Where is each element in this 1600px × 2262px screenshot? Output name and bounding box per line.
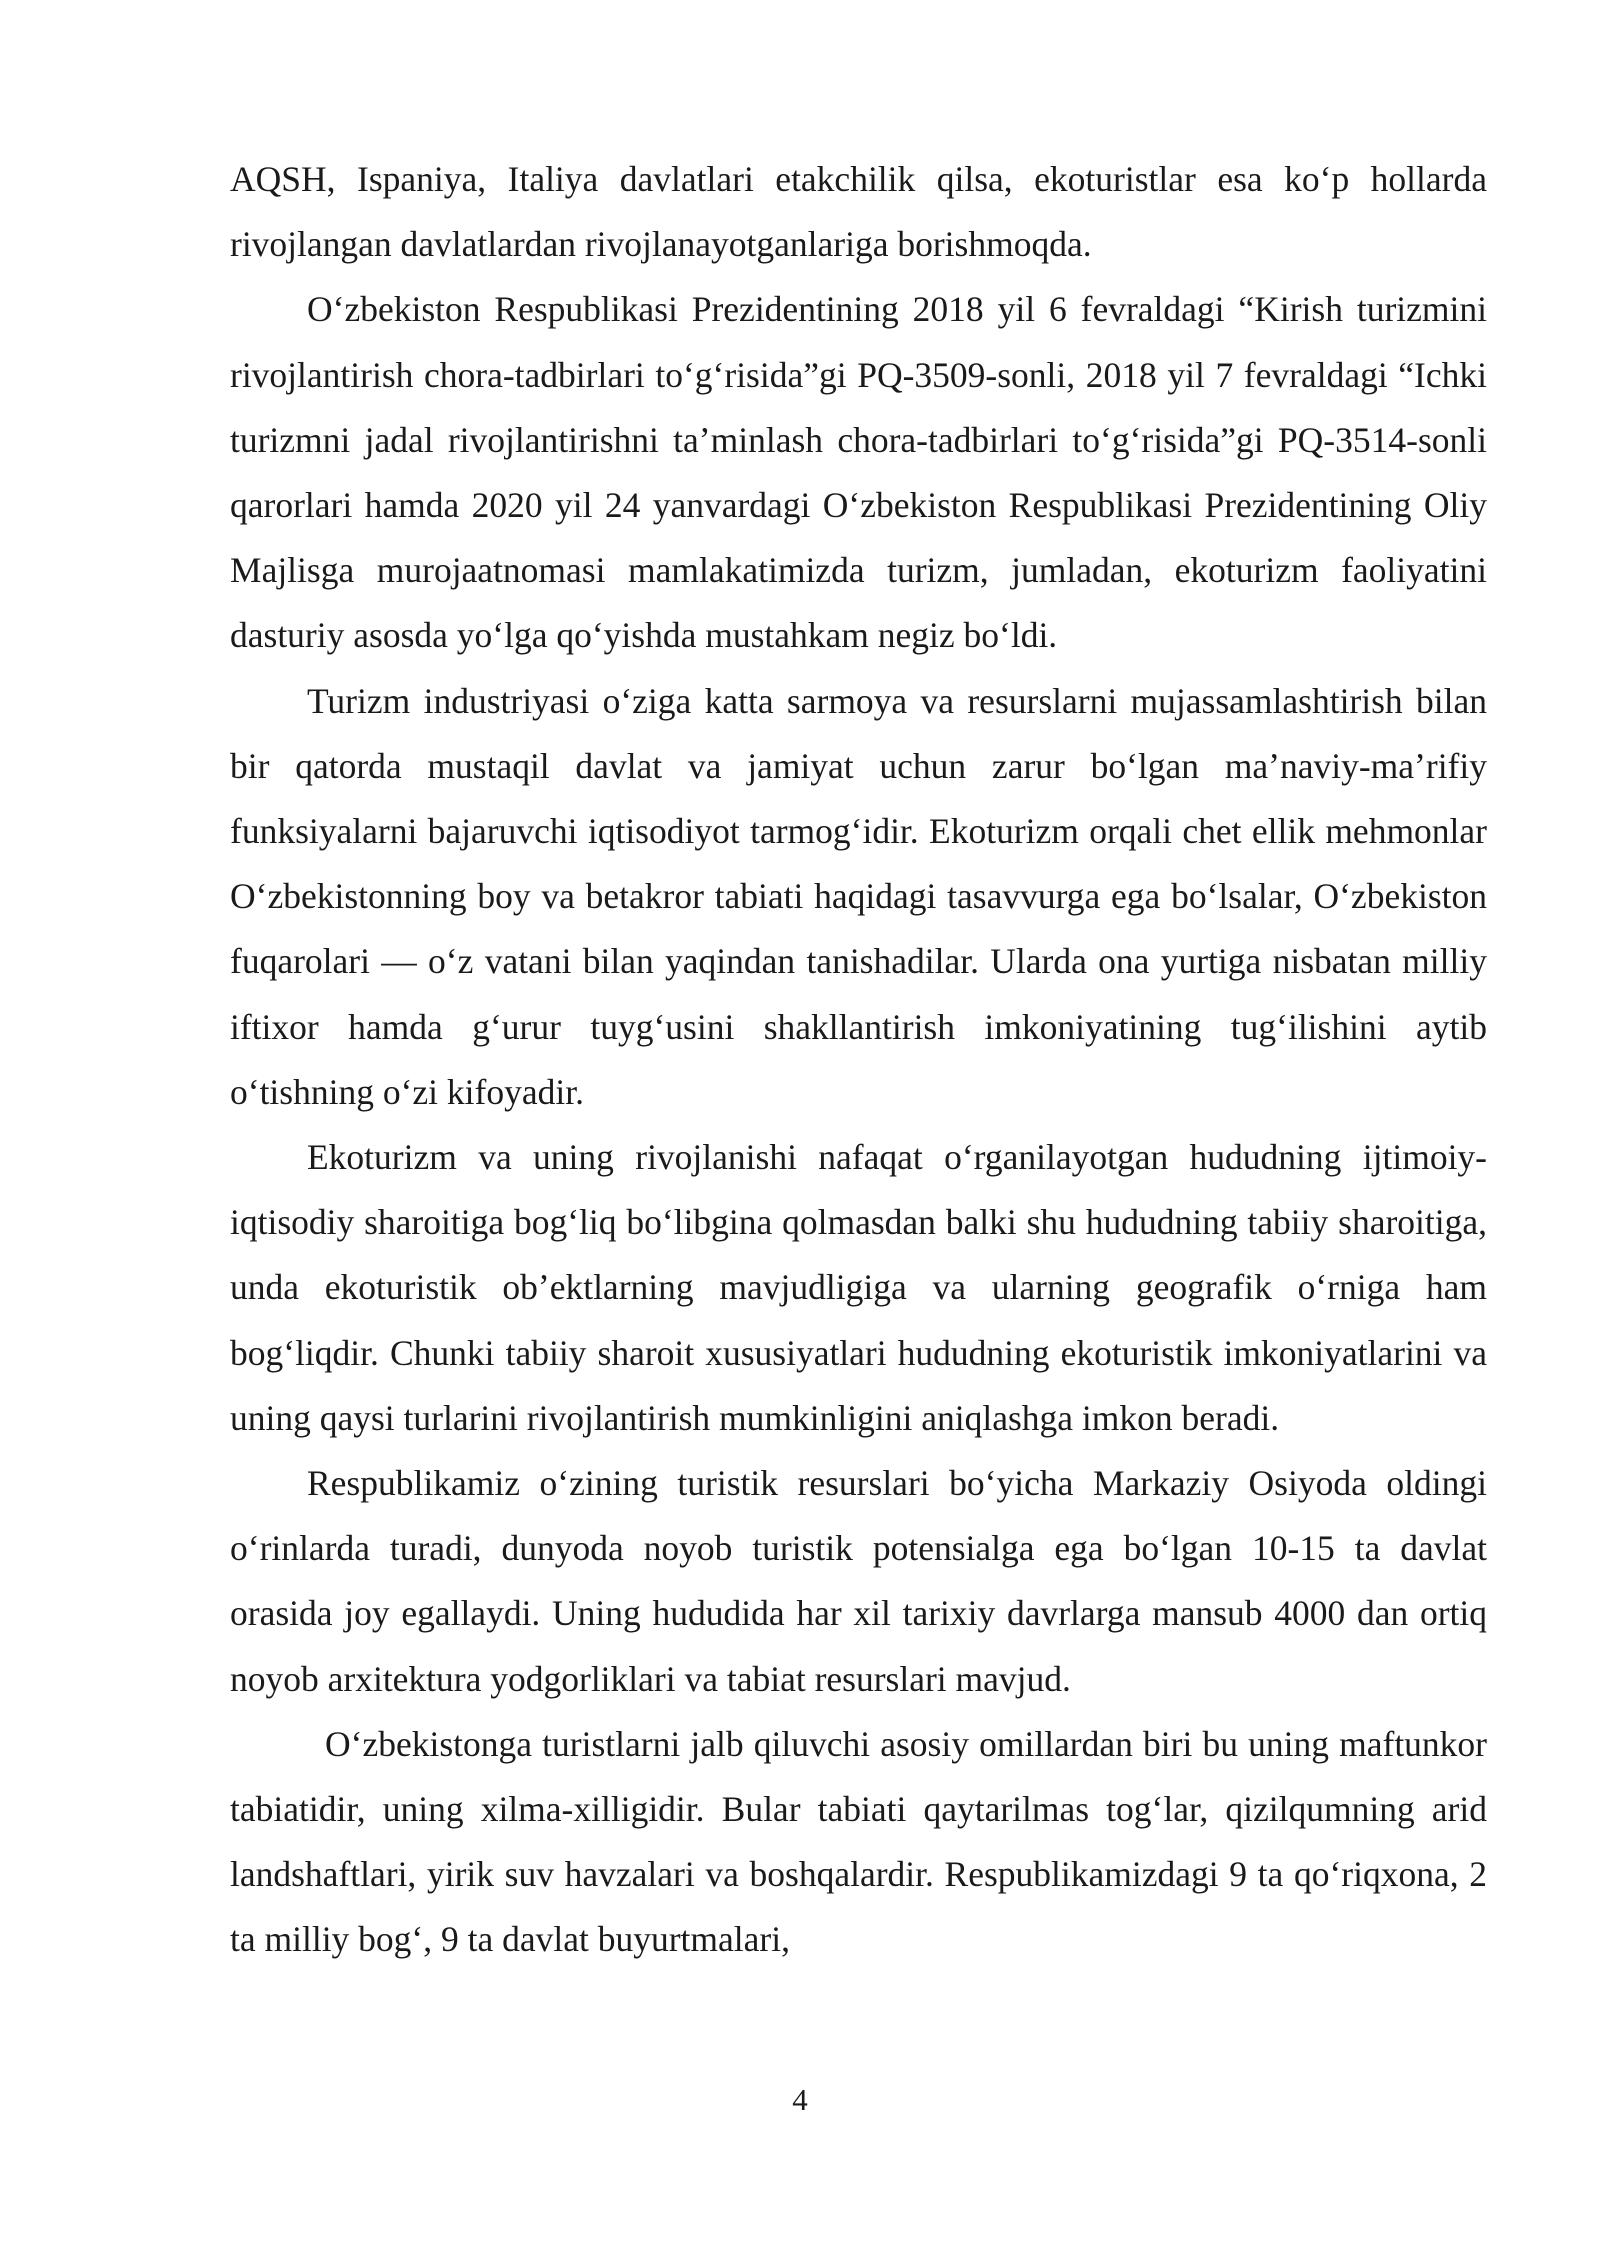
paragraph-6: Oʻzbekistonga turistlarni jalb qiluvchi asosiy omillardan biri bu uning maftunkor tabiatidir, uning xilma-xilligidir. Bular tabiati qaytarilmas togʻlar, qizilqumning arid landshaftlari, yirik suv havzalari va boshqalardir. Respublikamizdagi 9 ta qoʻriqxona, 2 ta milliy bogʻ, 9 ta davlat buyurtmalari, <box>230 1723 1487 1960</box>
paragraph-1: AQSH, Ispaniya, Italiya davlatlari etakchilik qilsa, ekoturistlar esa koʻp hollarda rivojlangan davlatlardan rivojlanayotganlariga borishmoqda. <box>230 159 1487 265</box>
paragraph-4: Ekoturizm va uning rivojlanishi nafaqat oʻrganilayotgan hududning ijtimoiy-iqtisodiy sharoitiga bogʻliq boʻlibgina qolmasdan balki shu hududning tabiiy sharoitiga, unda ekoturistik obʼektlarning mavjudligiga va ularning geografik oʻrniga ham bogʻliqdir. Chunki tabiiy sharoit xususiyatlari hududning ekoturistik imkoniyatlarini va uning qaysi turlarini rivojlantirish mumkinligini aniqlashga imkon beradi. <box>230 1137 1487 1438</box>
paragraph-2: Oʻzbekiston Respublikasi Prezidentining 2018 yil 6 fevraldagi “Kirish turizmini rivojlantirish chora-tadbirlari toʻgʻrisida”gi PQ-3509-sonli, 2018 yil 7 fevraldagi “Ichki turizmni jadal rivojlantirishni taʼminlash chora-tadbirlari toʻgʻrisida”gi PQ-3514-sonli qarorlari hamda 2020 yil 24 yanvardagi Oʻzbekiston Respublikasi Prezidentining Oliy Majlisga murojaatnomasi mamlakatimizda turizm, jumladan, ekoturizm faoliyatini dasturiy asosda yoʻlga qoʻyishda mustahkam negiz boʻldi. <box>230 289 1487 656</box>
paragraph-5: Respublikamiz oʻzining turistik resurslari boʻyicha Markaziy Osiyoda oldingi oʻrinlarda turadi, dunyoda noyob turistik potensialga ega boʻlgan 10-15 ta davlat orasida joy egallaydi. Uning hududida har xil tarixiy davrlarga mansub 4000 dan ortiq noyob arxitektura yodgorliklari va tabiat resurslari mavjud. <box>230 1463 1487 1699</box>
document-body <box>230 147 1487 1973</box>
page-number: 4 <box>792 2082 808 2117</box>
paragraph-3: Turizm industriyasi oʻziga katta sarmoya va resurslarni mujassamlashtirish bilan bir qatorda mustaqil davlat va jamiyat uchun zarur boʻlgan maʼnaviy-maʼrifiy funksiyalarni bajaruvchi iqtisodiyot tarmogʻidir. Ekoturizm orqali chet ellik mehmonlar Oʻzbekistonning boy va betakror tabiati haqidagi tasavvurga ega boʻlsalar, Oʻzbekiston fuqarolari — oʻz vatani bilan yaqindan tanishadilar. Ularda ona yurtiga nisbatan milliy iftixor hamda gʻurur tuygʻusini shakllantirish imkoniyatining tugʻilishini aytib oʻtishning oʻzi kifoyadir. <box>230 680 1487 1112</box>
